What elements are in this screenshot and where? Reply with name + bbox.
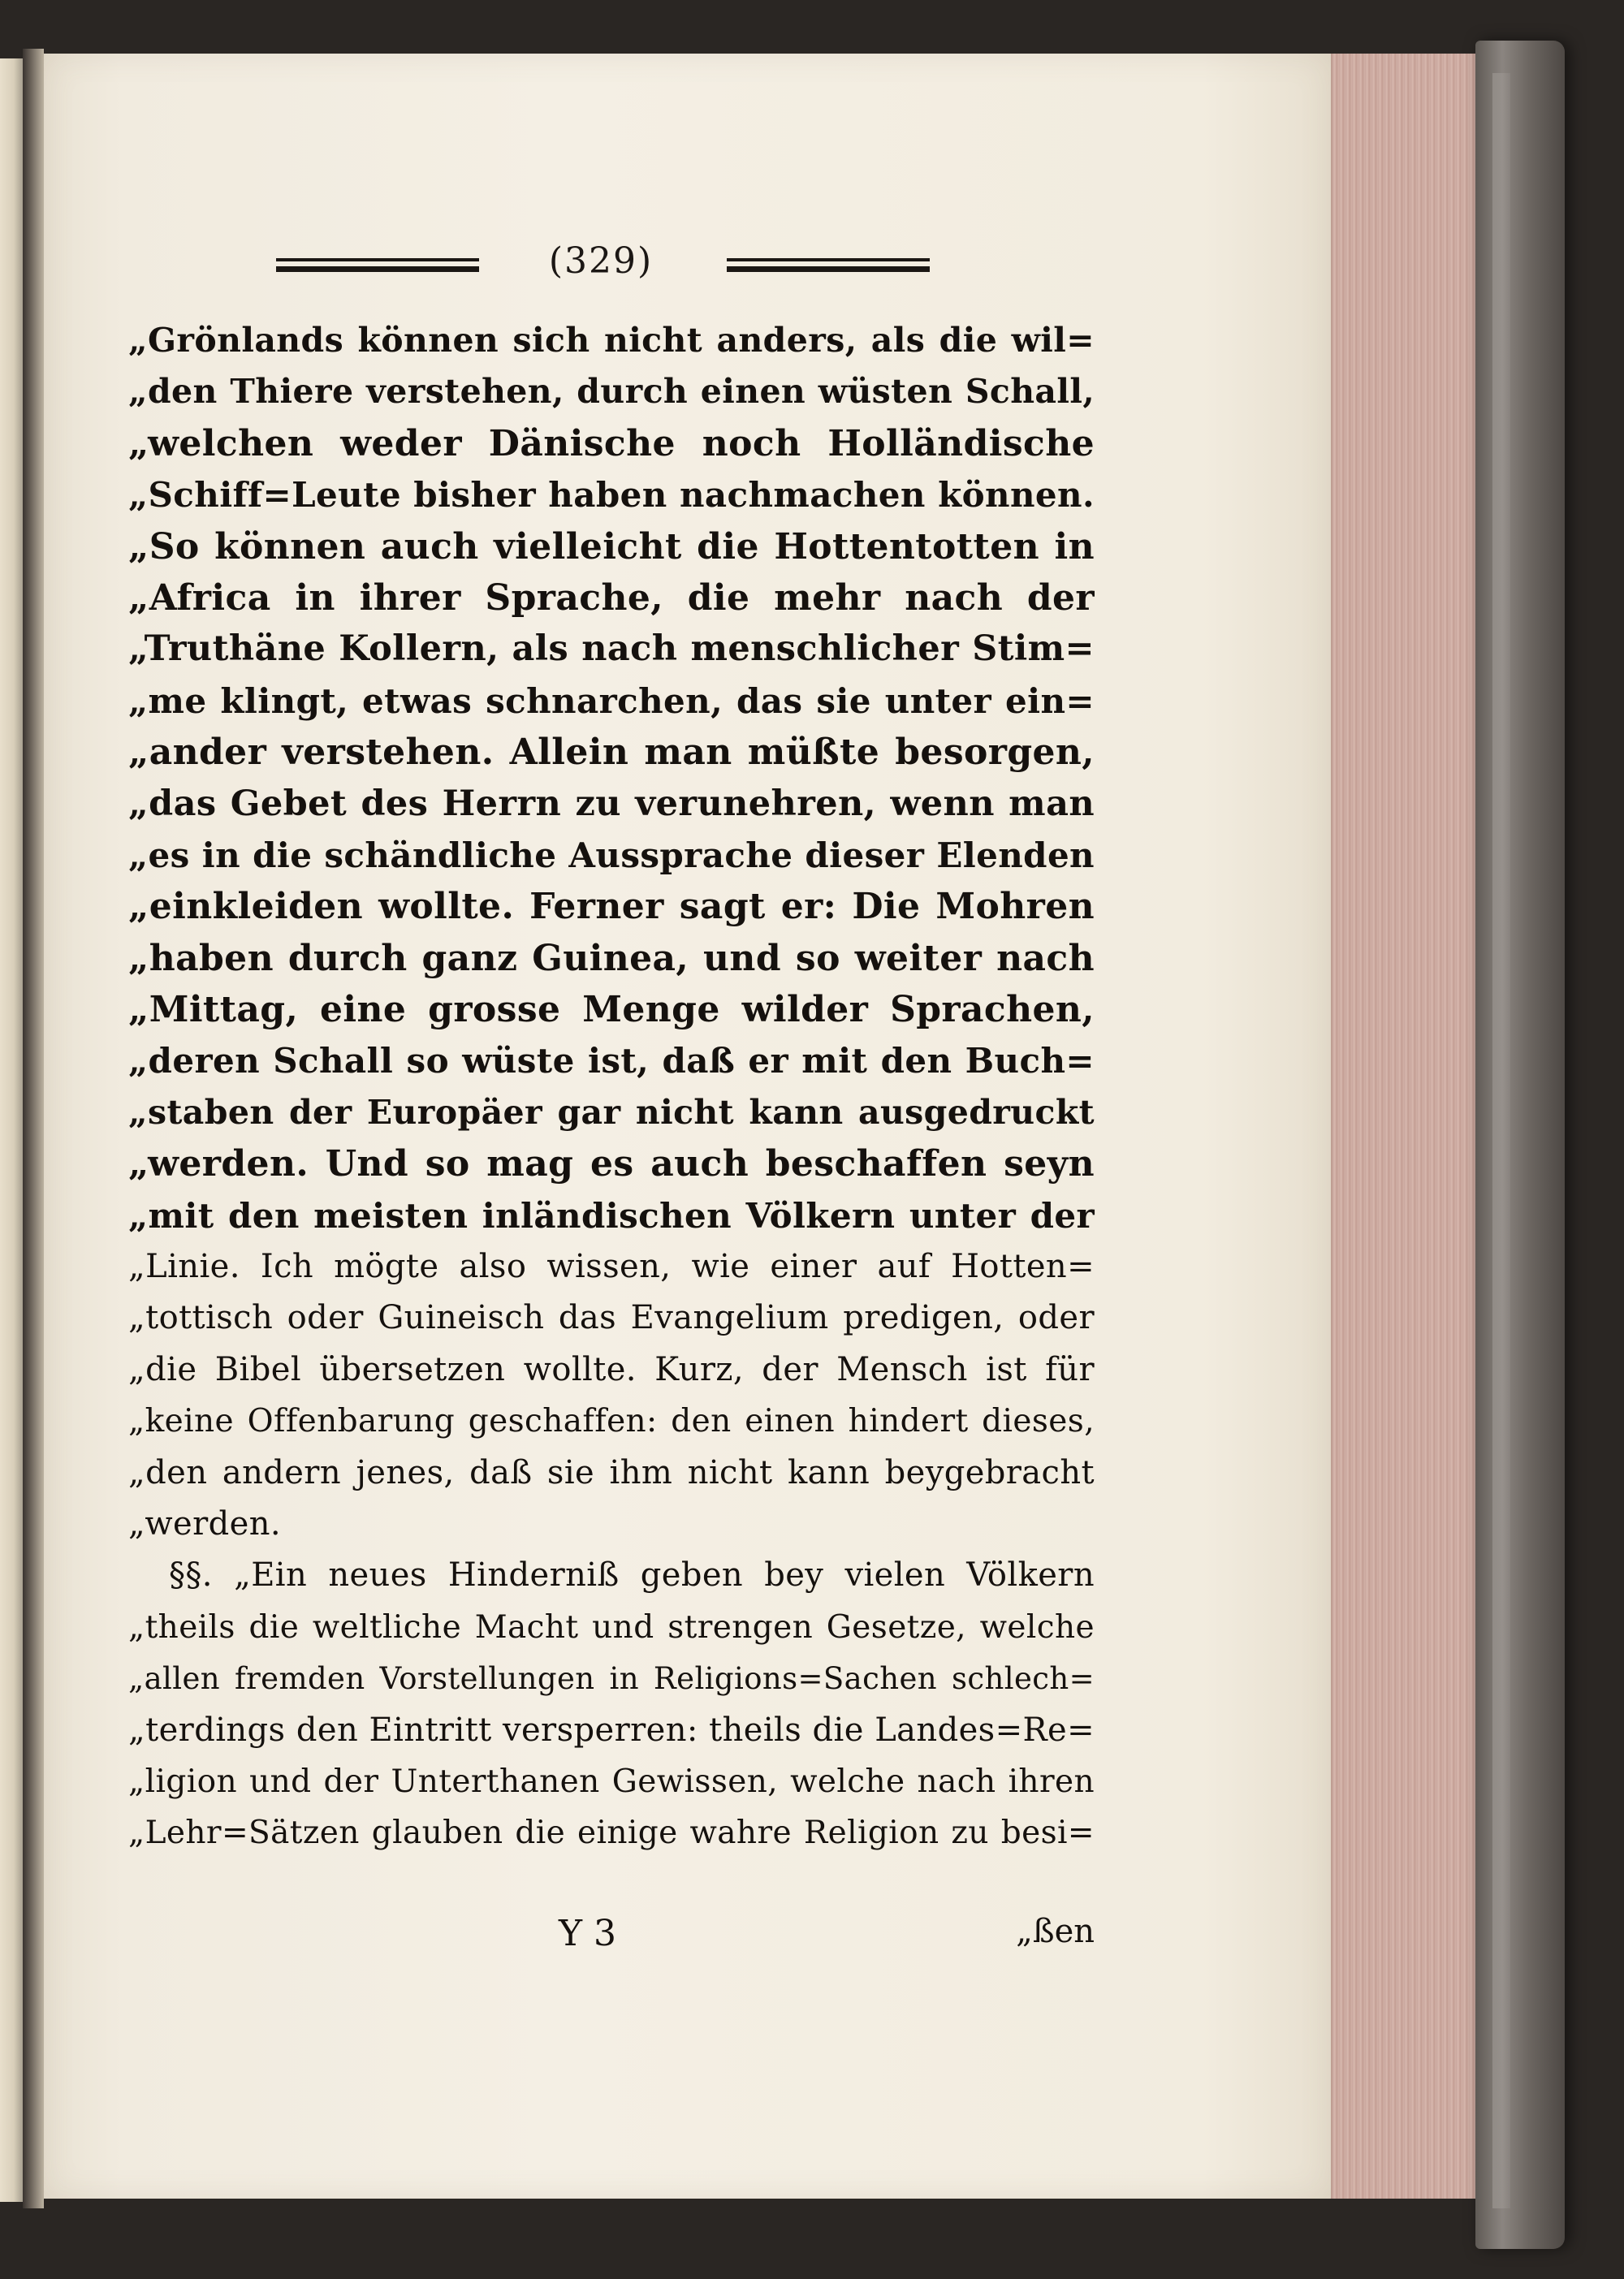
text-line: „keine Offenbarung geschaffen: den einen hindert dieses, <box>128 1403 1095 1440</box>
text-line: „werden. Und so mag es auch beschaffen seyn <box>128 1143 1095 1185</box>
text-line: „So können auch vielleicht die Hottentotten in <box>128 525 1095 568</box>
text-line: „ligion und der Unterthanen Gewissen, welche nach ihren <box>128 1763 1095 1800</box>
text-line: „tottisch oder Guineisch das Evangelium predigen, oder <box>128 1299 1095 1337</box>
text-line: „den Thiere verstehen, durch einen wüsten Schall, <box>128 372 1095 412</box>
text-line: „ander verstehen. Allein man müßte besorgen, <box>128 732 1095 774</box>
page-footer <box>128 1913 1095 1970</box>
text-line: „mit den meisten inländischen Völkern unter der <box>128 1195 1095 1236</box>
text-line: „Lehr=Sätzen glauben die einige wahre Religion zu besi= <box>128 1815 1095 1852</box>
text-line: „me klingt, etwas schnarchen, das sie unter ein= <box>128 680 1095 721</box>
text-line: „welchen weder Dänische noch Holländische <box>128 422 1095 464</box>
text-line: „das Gebet des Herrn zu verunehren, wenn man <box>128 783 1095 824</box>
book-gutter <box>23 49 44 2208</box>
page-header <box>276 240 926 289</box>
cover-highlight <box>1492 73 1510 2208</box>
text-line: „die Bibel übersetzen wollte. Kurz, der Mensch ist für <box>128 1350 1095 1388</box>
page-block-edge <box>1331 54 1477 2199</box>
signature-mark: Y 3 <box>559 1913 617 1954</box>
book-cover <box>1475 41 1565 2249</box>
text-line: „den andern jenes, daß sie ihm nicht kann beygebracht <box>128 1453 1095 1491</box>
text-line: „deren Schall so wüste ist, daß er mit den Buch= <box>128 1041 1095 1081</box>
body-text <box>128 315 1095 1859</box>
text-line: „terdings den Eintritt versperren: theils die Landes=Re= <box>128 1711 1095 1749</box>
header-rule-right <box>727 258 930 272</box>
text-line: „Mittag, eine grosse Menge wilder Sprachen, <box>128 989 1095 1031</box>
catchword: „ßen <box>1016 1913 1095 1950</box>
left-page-edge <box>0 58 24 2202</box>
text-line: „theils die weltliche Macht und strengen Gesetze, welche <box>128 1608 1095 1646</box>
text-line: „staben der Europäer gar nicht kann ausgedruckt <box>128 1092 1095 1132</box>
text-line: „Linie. Ich mögte also wissen, wie einer auf Hotten= <box>128 1248 1095 1286</box>
text-line: „Truthäne Kollern, als nach menschlicher Stim= <box>128 628 1095 670</box>
text-line: „allen fremden Vorstellungen in Religions=Sachen schlech= <box>128 1661 1095 1697</box>
text-line: §§. „Ein neues Hinderniß geben bey vielen Völkern <box>169 1556 1095 1595</box>
text-line: „werden. <box>128 1504 282 1543</box>
text-line: „Schiff=Leute bisher haben nachmachen können. <box>128 475 1095 516</box>
text-line: „Africa in ihrer Sprache, die mehr nach der <box>128 576 1095 619</box>
text-line: „einkleiden wollte. Ferner sagt er: Die Mohren <box>128 886 1095 928</box>
text-line: „Grönlands können sich nicht anders, als die wil= <box>128 321 1095 360</box>
text-line: „haben durch ganz Guinea, und so weiter nach <box>128 937 1095 979</box>
page-number: (329) <box>548 240 654 282</box>
text-line: „es in die schändliche Aussprache dieser Elenden <box>128 835 1095 875</box>
